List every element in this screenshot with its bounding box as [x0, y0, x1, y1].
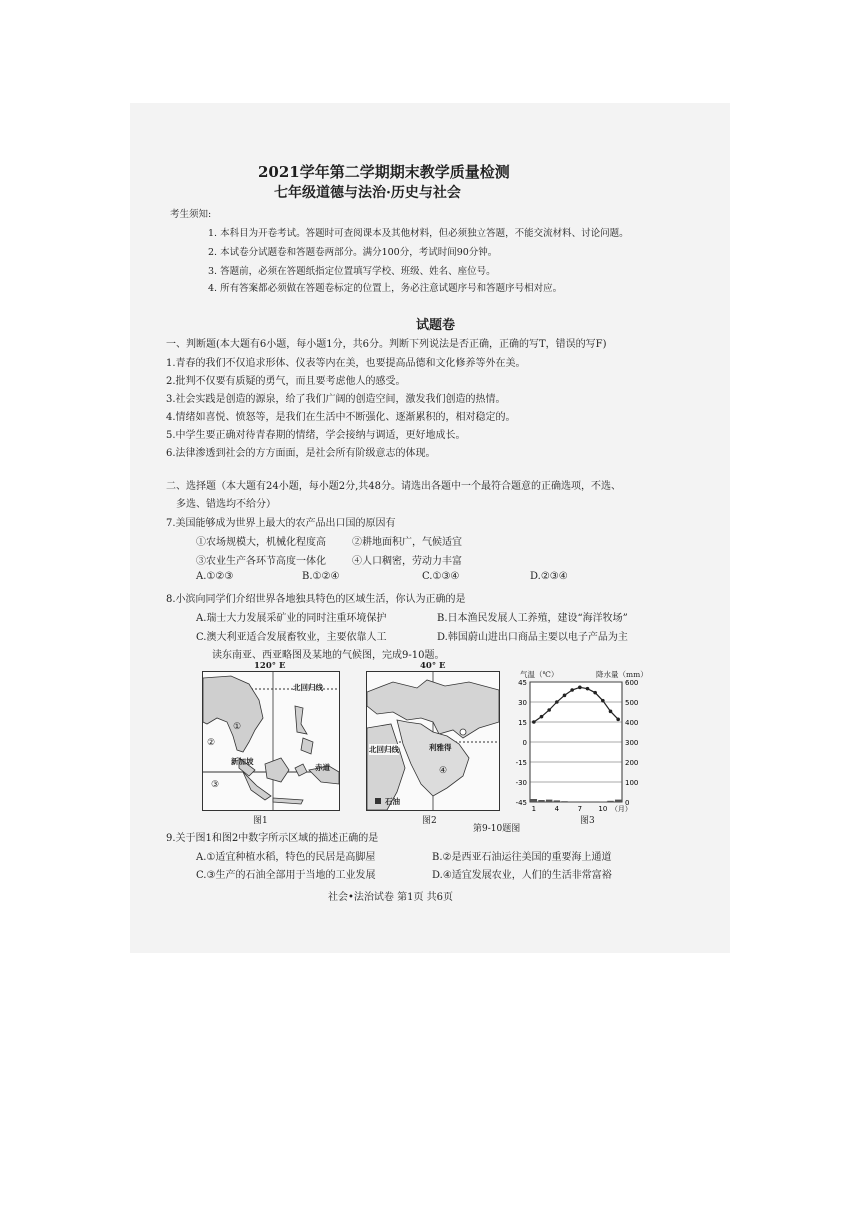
q7-option-c: C.①③④: [422, 571, 460, 582]
q7-statement: ③农业生产各环节高度一体化: [196, 556, 326, 567]
fig2-oil-legend: 石油: [385, 797, 400, 806]
y-left-tick-label: -45: [515, 799, 527, 807]
q7-stem: 7.美国能够成为世界上最大的农产品出口国的原因有: [166, 518, 396, 529]
temperature-point: [540, 715, 544, 719]
temperature-point: [570, 688, 574, 692]
y-right-tick-label: 200: [625, 759, 639, 767]
temperature-point: [616, 718, 620, 722]
temperature-point: [593, 691, 597, 695]
y-left-tick-label: 15: [518, 719, 527, 727]
fig3-ylabel-right: 降水量（mm）: [596, 670, 648, 679]
q7-option-b: B.①②④: [302, 571, 340, 582]
y-left-tick-label: 45: [518, 679, 527, 687]
q7-option-a: A.①②③: [196, 571, 234, 582]
y-left-tick-label: -15: [515, 759, 527, 767]
q8-option-d: D.韩国蔚山进出口商品主要以电子产品为主: [437, 632, 628, 643]
figures-intro: 读东南亚、西亚略图及某地的气候图，完成9-10题。: [212, 650, 445, 661]
y-right-tick-label: 400: [625, 719, 639, 727]
x-tick-label: 7: [577, 805, 583, 813]
y-right-tick-label: 0: [625, 799, 630, 807]
section-title: 试题卷: [416, 318, 456, 333]
precipitation-bar: [561, 801, 567, 802]
fig1-singapore-label: 新加坡: [231, 757, 254, 766]
fig1-equator-label: 赤道: [315, 763, 330, 772]
fig2-marker-4: ④: [439, 766, 448, 776]
part1-heading: 一、判断题(本大题有6小题，每小题1分，共6分。判断下列说法是否正确，正确的写T，错误的写F): [166, 339, 607, 350]
part2-heading-cont: 多选、错选均不给分）: [176, 499, 276, 510]
x-tick-label: 1: [531, 805, 537, 813]
judge-item: 1.青春的我们不仅追求形体、仪表等内在美，也要提高品德和文化修养等外在美。: [166, 358, 526, 369]
page-footer: 社会•法治试卷 第1页 共6页: [328, 892, 453, 903]
q9-option-a: A.①适宜种植水稻，特色的民居是高脚屋: [196, 852, 376, 863]
exam-subtitle: 七年级道德与法治·历史与社会: [274, 185, 461, 201]
precipitation-bar: [615, 800, 621, 802]
fig3-caption: 图3: [580, 816, 595, 826]
climate-chart: [508, 676, 658, 816]
q8-option-a: A.瑞士大力发展采矿业的同时注重环境保护: [196, 613, 387, 624]
q7-statement: ①农场规模大，机械化程度高: [196, 537, 326, 548]
temperature-point: [601, 699, 605, 703]
q7-statement: ④人口稠密，劳动力丰富: [352, 556, 462, 567]
temperature-point: [586, 687, 590, 691]
exam-title: 2021学年第二学期期末教学质量检测: [258, 163, 510, 181]
fig1-map: [202, 671, 340, 811]
x-unit-label: （月）: [610, 805, 632, 813]
y-right-tick-label: 300: [625, 739, 639, 747]
fig1-longitude: 120° E: [254, 661, 286, 671]
judge-item: 3.社会实践是创造的源泉，给了我们广阔的创造空间，激发我们创造的热情。: [166, 394, 506, 405]
temperature-point: [563, 694, 567, 698]
y-right-tick-label: 500: [625, 699, 639, 707]
q9-stem: 9.关于图1和图2中数字所示区域的描述正确的是: [166, 833, 379, 844]
fig2-longitude: 40° E: [420, 661, 446, 671]
temperature-point: [555, 700, 559, 704]
y-right-tick-label: 600: [625, 679, 639, 687]
x-tick-label: 10: [598, 805, 608, 813]
temperature-point: [578, 686, 582, 690]
fig1-marker-3: ③: [211, 780, 220, 790]
q8-stem: 8.小滨向同学们介绍世界各地独具特色的区域生活，你认为正确的是: [166, 594, 466, 605]
judge-item: 2.批判不仅要有质疑的勇气，而且要考虑他人的感受。: [166, 376, 406, 387]
fig2-tropic-label: 北回归线: [369, 745, 399, 754]
west-asia-map: [367, 672, 499, 810]
temperature-point: [532, 720, 536, 724]
notice-item: 2. 本试卷分试题卷和答题卷两部分。满分100分，考试时间90分钟。: [208, 247, 498, 258]
q9-option-c: C.③生产的石油全部用于当地的工业发展: [196, 870, 376, 881]
notice-item: 3. 答题前，必须在答题纸指定位置填写学校、班级、姓名、座位号。: [208, 266, 496, 277]
part2-heading: 二、选择题（本大题有24小题，每小题2分,共48分。请选出各题中一个最符合题意的正确选项，不选、: [166, 481, 621, 492]
y-left-tick-label: 0: [522, 739, 527, 747]
precipitation-bar: [546, 800, 552, 802]
figures-group-caption: 第9-10题图: [473, 824, 521, 834]
judge-item: 5.中学生要正确对待青春期的情绪，学会接纳与调适，更好地成长。: [166, 430, 466, 441]
q9-option-b: B.②是西亚石油运往美国的重要海上通道: [432, 852, 612, 863]
precipitation-bar: [531, 799, 537, 802]
q7-statement: ②耕地面积广，气候适宜: [352, 537, 462, 548]
y-left-tick-label: 30: [518, 699, 527, 707]
judge-item: 6.法律渗透到社会的方方面面，是社会所有阶级意志的体现。: [166, 448, 436, 459]
q8-option-c: C.澳大利亚适合发展畜牧业，主要依靠人工: [196, 632, 387, 643]
judge-item: 4.情绪如喜悦、愤怒等，是我们在生活中不断强化、逐渐累积的，相对稳定的。: [166, 412, 516, 423]
q7-option-d: D.②③④: [530, 571, 568, 582]
fig2-map: [366, 671, 500, 811]
temperature-point: [547, 708, 551, 712]
precipitation-bar: [538, 800, 544, 802]
fig1-marker-1: ①: [233, 722, 242, 732]
q8-option-b: B.日本渔民发展人工养殖，建设“海洋牧场”: [437, 613, 628, 624]
q9-option-d: D.④适宜发展农业，人们的生活非常富裕: [432, 870, 612, 881]
notice-item: 1. 本科目为开卷考试。答题时可查阅课本及其他材料，但必须独立答题，不能交流材料、讨论问题。: [208, 228, 629, 239]
fig3-ylabel-left: 气温（℃）: [520, 670, 559, 679]
x-tick-label: 4: [554, 805, 560, 813]
y-right-tick-label: 100: [625, 779, 639, 787]
temperature-point: [609, 710, 613, 714]
notice-item: 4. 所有答案都必须做在答题卷标定的位置上，务必注意试题序号和答题序号相对应。: [208, 283, 563, 294]
y-left-tick-label: -30: [515, 779, 527, 787]
fig1-tropic-label: 北回归线: [293, 683, 323, 692]
precipitation-bar: [607, 801, 613, 802]
precipitation-bar: [554, 800, 560, 802]
fig2-riyadh-label: 利雅得: [429, 743, 452, 752]
notice-label: 考生须知:: [170, 209, 212, 220]
fig2-caption: 图2: [422, 816, 437, 826]
fig1-marker-2: ②: [207, 738, 216, 748]
fig1-caption: 图1: [253, 816, 268, 826]
